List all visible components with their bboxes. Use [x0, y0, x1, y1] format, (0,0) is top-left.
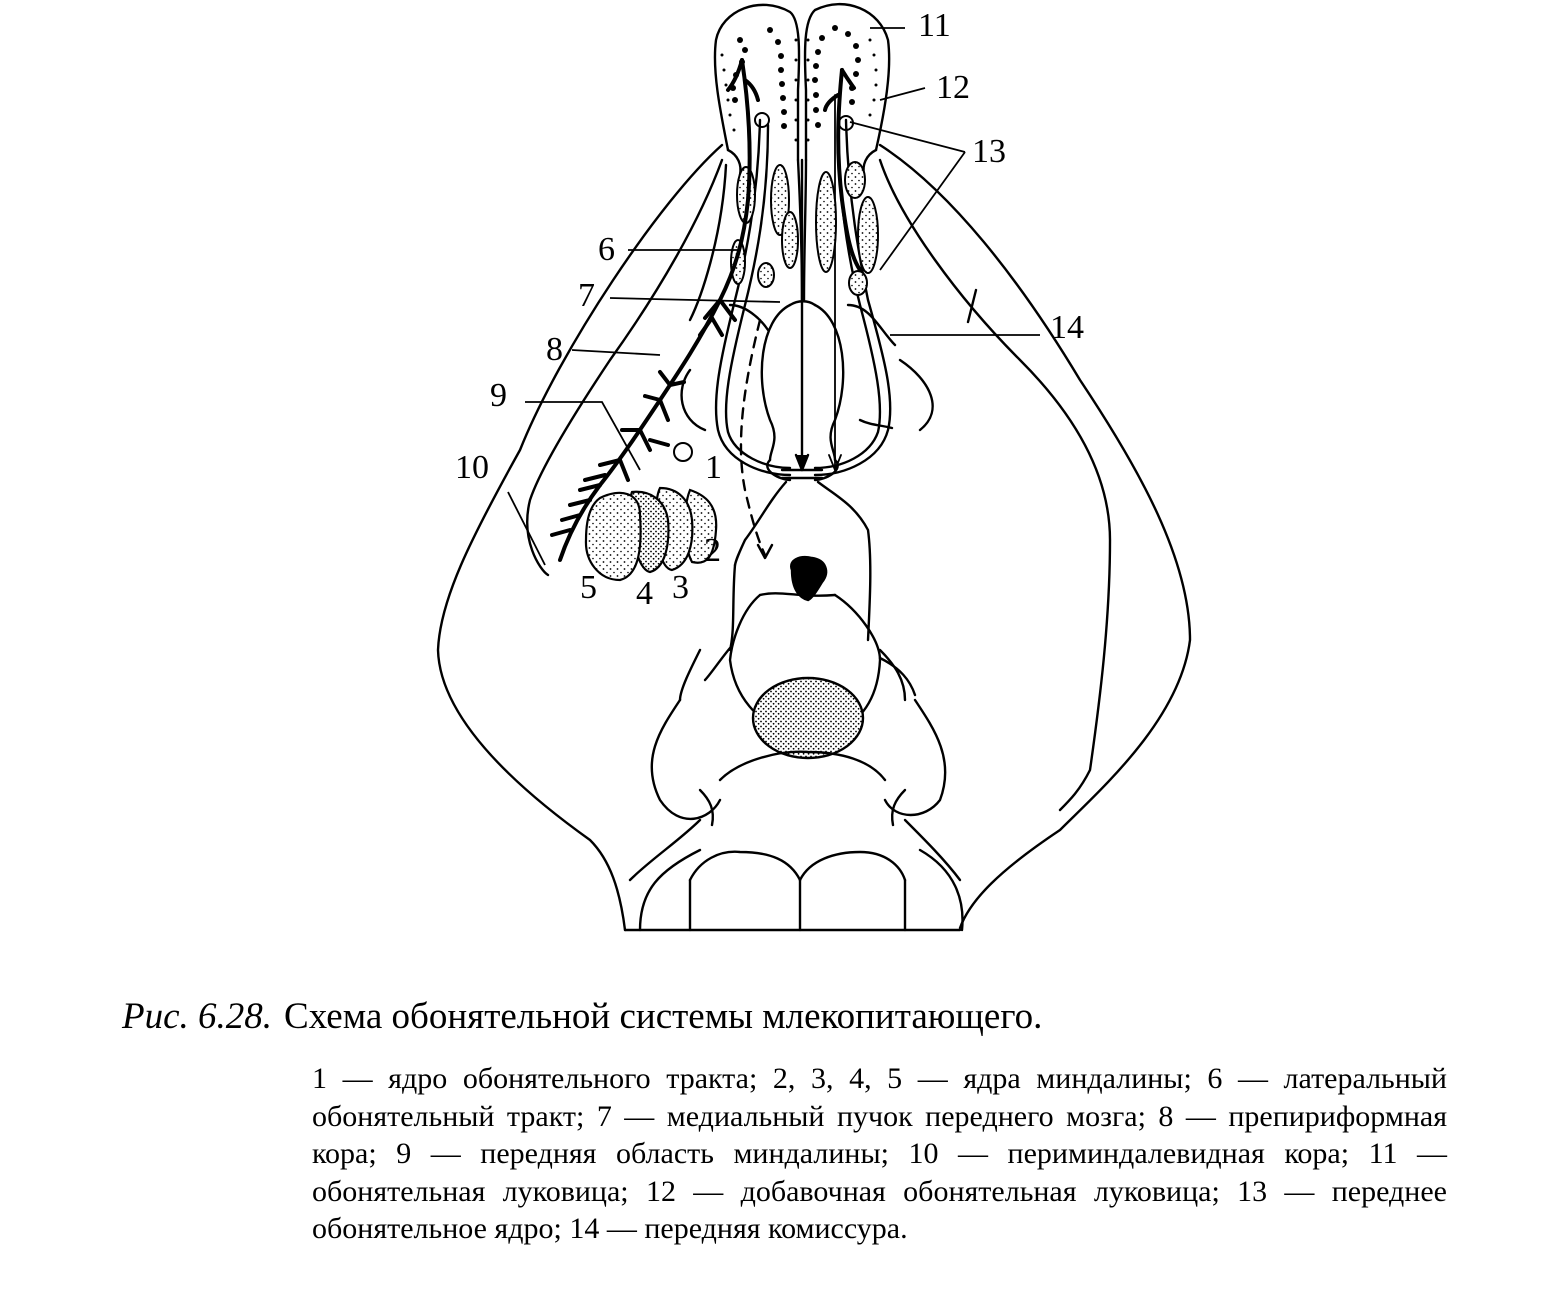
label-10: 10: [455, 449, 489, 486]
leader-7: [610, 298, 780, 302]
label-3: 3: [672, 569, 689, 606]
label-8: 8: [546, 331, 563, 368]
label-2: 2: [704, 532, 721, 569]
figure-caption: [122, 995, 1042, 1038]
label-5: 5: [580, 569, 597, 606]
label-1: 1: [705, 449, 722, 486]
nucleus-olfactory-tract: [674, 443, 692, 461]
leader-9: [525, 402, 640, 470]
label-12: 12: [936, 69, 970, 106]
figure-title: Схема обонятельной системы млекопитающего.: [284, 996, 1043, 1037]
label-14: 14: [1050, 309, 1084, 346]
amygdala-nuclei: [586, 488, 716, 580]
label-4: 4: [636, 575, 653, 612]
label-11: 11: [918, 7, 951, 44]
figure-number: Рис. 6.28.: [122, 996, 273, 1037]
label-7: 7: [578, 277, 595, 314]
accessory-olfactory-bulb-left: [755, 113, 769, 127]
label-6: 6: [598, 231, 615, 268]
leader-10: [508, 492, 545, 565]
mammillary-body: [753, 678, 863, 758]
olfactory-bulb-left: [715, 5, 799, 160]
diagram-labels: [455, 7, 1084, 612]
figure-legend: 1 — ядро обонятельного тракта; 2, 3, 4, 5 — ядра миндалины; 6 — латеральный обонятельный тракт; 7 — медиальный пучок переднего мозга; 8 — препириформная кора; 9 — передняя область миндалины; 10 — периминдалевидная кора; 11 — обонятельная луковица; 12 — добавочная обонятельная луковица; 13 — переднее обонятельное ядро; 14 — передняя комиссура.: [312, 1062, 1447, 1245]
anterior-olfactory-nucleus-right-1: [845, 162, 865, 198]
label-9: 9: [490, 377, 507, 414]
label-13: 13: [972, 133, 1006, 170]
